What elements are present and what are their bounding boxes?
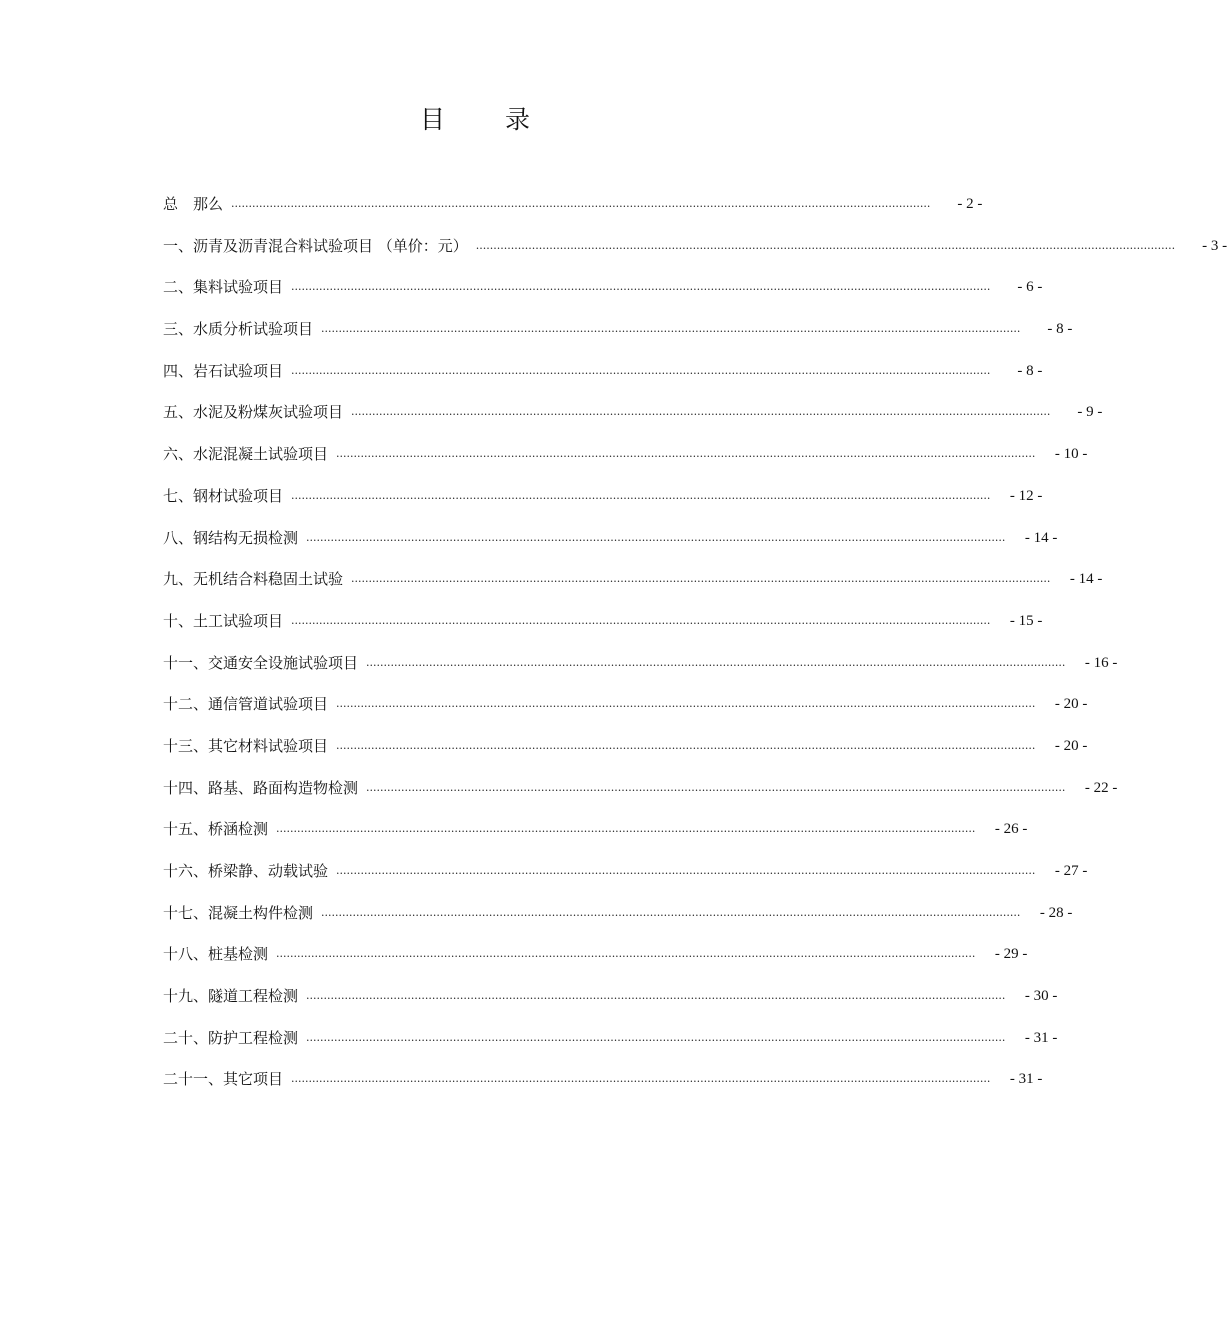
dot-leader: ........................................................................................................................................................................................................	[336, 697, 1036, 711]
dot-leader: ........................................................................................................................................................................................................	[231, 197, 931, 210]
toc-entry[interactable]	[163, 359, 1043, 401]
dot-leader: ........................................................................................................................................................................................................	[306, 530, 1006, 544]
toc-entry[interactable]	[163, 859, 1088, 901]
toc-entry[interactable]	[163, 400, 1103, 442]
toc-entry[interactable]	[163, 1026, 1058, 1068]
toc-entry-page: - 15 -	[1009, 612, 1043, 629]
dot-leader: ........................................................................................................................................................................................................	[336, 738, 1036, 752]
toc-entry-page: - 8 -	[1017, 362, 1043, 379]
toc-entry-page: - 28 -	[1039, 904, 1073, 921]
toc-entry[interactable]	[163, 609, 1043, 651]
toc-entry-label: 总 那么	[163, 195, 224, 213]
dot-leader: ........................................................................................................................................................................................................	[291, 280, 991, 294]
toc-entry-label: 九、无机结合料稳固土试验	[163, 570, 344, 589]
toc-entry-page: - 31 -	[1024, 1029, 1058, 1046]
dot-leader: ........................................................................................................................................................................................................	[291, 613, 991, 627]
toc-entry-page: - 2 -	[957, 196, 983, 212]
dot-leader: ........................................................................................................................................................................................................	[291, 488, 991, 502]
toc-entry[interactable]	[163, 942, 1028, 984]
dot-leader: ........................................................................................................................................................................................................	[291, 1072, 991, 1086]
toc-entry-label: 二十、防护工程检测	[163, 1028, 299, 1047]
dot-leader: ........................................................................................................................................................................................................	[276, 947, 976, 961]
toc-entry[interactable]	[163, 1067, 1043, 1109]
toc-entry-label: 八、钢结构无损检测	[163, 528, 299, 547]
toc-entry-label: 十九、隧道工程检测	[163, 987, 299, 1006]
toc-entry[interactable]	[163, 192, 983, 234]
toc-entry-page: - 10 -	[1054, 446, 1088, 463]
toc-entry[interactable]	[163, 484, 1043, 526]
toc-entry[interactable]	[163, 901, 1073, 943]
toc-entry-page: - 20 -	[1054, 696, 1088, 713]
toc-entry-label: 十八、桩基检测	[163, 945, 269, 964]
toc-entry-label: 五、水泥及粉煤灰试验项目	[163, 403, 344, 422]
dot-leader: ........................................................................................................................................................................................................	[475, 238, 1176, 252]
toc-entry-label: 四、岩石试验项目	[163, 361, 284, 380]
toc-entry-page: - 31 -	[1009, 1071, 1043, 1088]
toc-entry-page: - 20 -	[1054, 737, 1088, 754]
toc-entry-label: 十二、通信管道试验项目	[163, 695, 329, 714]
toc-entry-label: 十五、桥涵检测	[163, 820, 269, 839]
toc-entry-page: - 16 -	[1084, 654, 1118, 671]
toc-entry-label: 一、沥青及沥青混合料试验项目 （单价：元）	[163, 236, 468, 255]
toc-entry-page: - 6 -	[1017, 279, 1043, 296]
toc-entry-label: 二、集料试验项目	[163, 278, 284, 297]
table-of-contents	[163, 192, 1227, 1109]
toc-entry-label: 十七、混凝土构件检测	[163, 903, 314, 922]
toc-entry-page: - 12 -	[1009, 487, 1043, 504]
dot-leader: ........................................................................................................................................................................................................	[351, 572, 1051, 586]
dot-leader: ........................................................................................................................................................................................................	[336, 864, 1036, 877]
dot-leader: ........................................................................................................................................................................................................	[306, 989, 1006, 1003]
toc-entry[interactable]	[163, 275, 1043, 317]
toc-entry[interactable]	[163, 692, 1088, 734]
toc-entry-page: - 22 -	[1084, 779, 1118, 796]
toc-entry-label: 三、水质分析试验项目	[163, 320, 314, 339]
toc-entry-label: 十六、桥梁静、动载试验	[163, 862, 329, 880]
dot-leader: ........................................................................................................................................................................................................	[321, 322, 1021, 336]
toc-entry-page: - 29 -	[994, 946, 1028, 963]
toc-entry[interactable]	[163, 817, 1028, 859]
toc-entry-page: - 26 -	[994, 821, 1028, 838]
toc-entry[interactable]	[163, 651, 1118, 693]
toc-entry-label: 十四、路基、路面构造物检测	[163, 778, 359, 797]
toc-entry[interactable]	[163, 442, 1088, 484]
dot-leader: ........................................................................................................................................................................................................	[306, 1030, 1006, 1044]
dot-leader: ........................................................................................................................................................................................................	[366, 780, 1066, 794]
page-title: 目 录	[420, 105, 556, 134]
toc-entry-label: 二十一、其它项目	[163, 1070, 284, 1089]
toc-entry-page: - 3 -	[1202, 237, 1227, 254]
toc-entry-page: - 30 -	[1024, 988, 1058, 1005]
dot-leader: ........................................................................................................................................................................................................	[276, 822, 976, 836]
dot-leader: ........................................................................................................................................................................................................	[291, 363, 991, 377]
toc-entry-page: - 8 -	[1047, 321, 1073, 338]
toc-entry[interactable]	[163, 526, 1058, 568]
toc-entry[interactable]	[163, 734, 1088, 776]
toc-entry-page: - 27 -	[1054, 863, 1088, 879]
toc-entry[interactable]	[163, 776, 1118, 818]
toc-entry[interactable]	[163, 984, 1058, 1026]
dot-leader: ........................................................................................................................................................................................................	[321, 905, 1021, 919]
dot-leader: ........................................................................................................................................................................................................	[366, 655, 1066, 669]
dot-leader: ........................................................................................................................................................................................................	[351, 405, 1051, 419]
toc-entry-label: 十、土工试验项目	[163, 611, 284, 630]
dot-leader: ........................................................................................................................................................................................................	[336, 447, 1036, 461]
toc-entry-label: 七、钢材试验项目	[163, 486, 284, 505]
toc-entry[interactable]	[163, 567, 1103, 609]
toc-entry-page: - 14 -	[1069, 571, 1103, 588]
toc-entry-label: 十三、其它材料试验项目	[163, 736, 329, 755]
toc-entry[interactable]	[163, 317, 1073, 359]
toc-entry-label: 十一、交通安全设施试验项目	[163, 653, 359, 672]
toc-entry-label: 六、水泥混凝土试验项目	[163, 445, 329, 464]
toc-entry[interactable]	[163, 234, 1227, 276]
toc-entry-page: - 9 -	[1077, 404, 1103, 421]
toc-entry-page: - 14 -	[1024, 529, 1058, 546]
